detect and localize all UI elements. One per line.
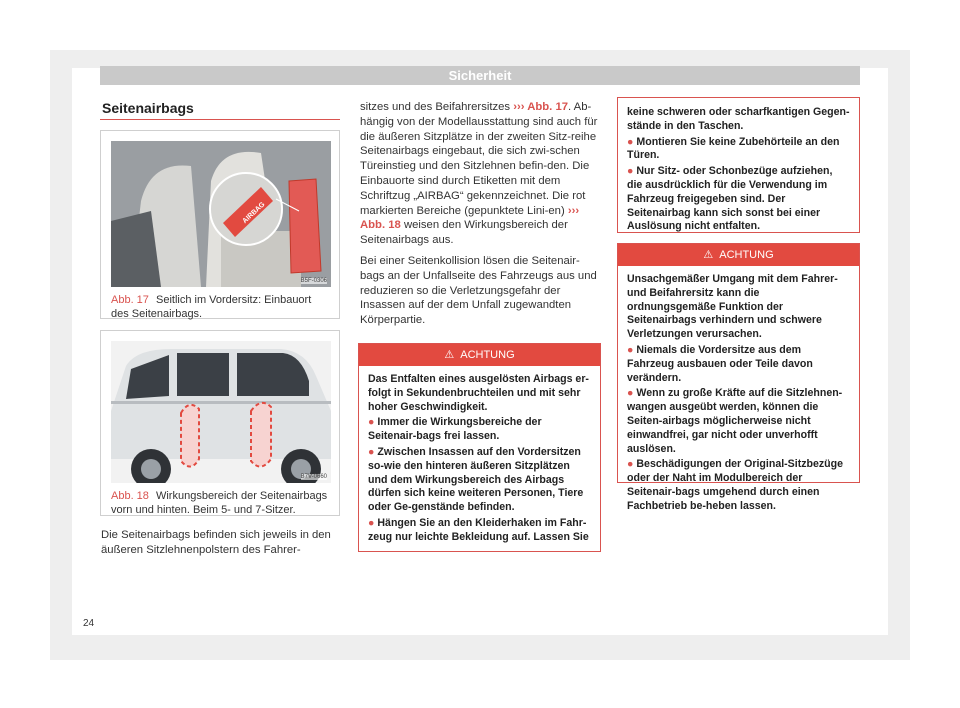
bullet-icon: ● xyxy=(368,445,375,458)
body-paragraph: sitzes und des Beifahrersitzes ››› Abb. 17. Ab-hängig von der Modellausstattung sind auch für die äußeren Sitzplätze in der zweiten Sitz-reihe Seitenairbags eingebaut, die sich zwi-schen Türeinstieg und den Sitzlehnen befin-den. Die Einbauorte sind durch Etiketten mit dem Schriftzug „AIRBAG“ gekennzeichnet. Die rot markierten Bereiche (gepunktete Lini-en) ››› Abb. 18 weisen den Wirkungsbereich der Seitenairbags aus. xyxy=(360,101,598,247)
warning-box xyxy=(358,343,601,552)
figure-caption xyxy=(101,483,339,525)
warning-header: ⚠ ACHTUNG xyxy=(359,344,600,366)
seat-image xyxy=(111,141,331,287)
bullet-icon: ● xyxy=(368,516,375,529)
seat-illustration xyxy=(111,141,331,287)
figure-caption xyxy=(101,287,339,329)
warning-header: ⚠ ACHTUNG xyxy=(618,244,859,266)
figure-reference-link[interactable]: ››› Abb. 18 xyxy=(360,204,580,232)
warning-body xyxy=(618,98,859,244)
warning-item: ● Montieren Sie keine Zubehörteile an den Türen. xyxy=(627,135,840,162)
figure-code: B5F-0306 xyxy=(300,278,327,284)
bullet-icon: ● xyxy=(627,135,634,148)
car-image xyxy=(111,341,331,483)
figure-label: Abb. 18 xyxy=(111,490,149,502)
warning-triangle-icon: ⚠ xyxy=(444,349,455,361)
bullet-icon: ● xyxy=(627,165,634,178)
bullet-icon: ● xyxy=(627,343,634,356)
warning-intro: Das Entfalten eines ausgelösten Airbags er-folgt in Sekundenbruchteilen und mit sehr hoher Geschwindigkeit. xyxy=(368,373,589,413)
warning-body xyxy=(618,266,859,524)
title-rule xyxy=(100,119,340,120)
rear-airbag-zone xyxy=(181,405,199,467)
warning-item: ● Wenn zu große Kräfte auf die Sitzlehnen-wangen ausgeübt werden, können die Seiten-airbags möglicherweise nicht einwandfrei, gar nicht oder unverhofft auslösen. xyxy=(627,387,843,455)
body-paragraph: Bei einer Seitenkollision lösen die Seitenair-bags an der Unfallseite des Fahrzeugs aus und reduzieren so die Verletzungsgefahr der Insassen auf der dem Unfall zugewandten Körperpartie. xyxy=(360,254,597,327)
warning-item: ● Zwischen Insassen auf den Vordersitzen so-wie den hinteren äußeren Sitzplätzen und dem Wirkungsbereich des Airbags dürfen sich keine weiteren Personen, Tiere oder Ge-genstände befinden. xyxy=(368,445,584,514)
figure-18 xyxy=(100,330,340,516)
warning-item: ● Immer die Wirkungsbereiche der Seitenair-bags frei lassen. xyxy=(368,416,542,443)
figure-caption-text: Seitlich im Vordersitz: Einbauort des Seitenairbags. xyxy=(111,294,312,320)
warning-item: ● Beschädigungen der Original-Sitzbezüge oder der Naht im Modulbereich der Seitenair-bags umgehend durch einen Fachbetrieb be-heben lassen. xyxy=(627,458,844,512)
figure-code: B7V-0660 xyxy=(300,474,327,480)
front-airbag-zone xyxy=(251,403,271,467)
warning-item: ● Nur Sitz- oder Schonbezüge aufziehen, die ausdrücklich für die Verwendung im Fahrzeug freigegeben sind. Der Seitenairbag kann sich sonst bei einer Auslösung nicht entfalten. xyxy=(627,165,833,233)
bullet-icon: ● xyxy=(627,458,634,471)
bullet-icon: ● xyxy=(627,387,634,400)
body-paragraph: Die Seitenairbags befinden sich jeweils in den äußeren Sitzlehnenpolstern des Fahrer- xyxy=(101,529,331,556)
section-title: Seitenairbags xyxy=(102,100,194,116)
warning-item: ● Hängen Sie an den Kleiderhaken im Fahr-zeug nur leichte Bekleidung auf. Lassen Sie xyxy=(368,516,589,543)
bullet-icon: ● xyxy=(368,416,375,429)
column-1-text xyxy=(101,528,341,564)
figure-caption-text: Wirkungsbereich der Seitenairbags vorn und hinten. Beim 5- und 7-Sitzer. xyxy=(111,490,328,516)
warning-triangle-icon: ⚠ xyxy=(703,249,714,261)
chapter-header: Sicherheit xyxy=(100,66,860,85)
warning-body xyxy=(359,366,600,555)
airbag-marker-text: AIRBAG xyxy=(241,201,267,226)
warning-continuation-box xyxy=(617,97,860,233)
warning-intro: keine schweren oder scharfkantigen Gegen-stände in den Taschen. xyxy=(627,106,850,132)
figure-17 xyxy=(100,130,340,319)
page-number: 24 xyxy=(83,618,95,629)
figure-label: Abb. 17 xyxy=(111,294,149,306)
car-illustration xyxy=(111,341,331,483)
warning-item: ● Niemals die Vordersitze aus dem Fahrzeug ausbauen oder Teile davon verändern. xyxy=(627,343,813,384)
warning-box xyxy=(617,243,860,512)
column-2-text xyxy=(360,100,603,334)
warning-intro: Unsachgemäßer Umgang mit dem Fahrer- und Beifahrersitz kann die ordnungsgemäße Funktion der Seitenairbags verhindern und schwere Verletzungen verursachen. xyxy=(627,273,838,341)
figure-reference-link[interactable]: ››› Abb. 17 xyxy=(513,101,569,113)
